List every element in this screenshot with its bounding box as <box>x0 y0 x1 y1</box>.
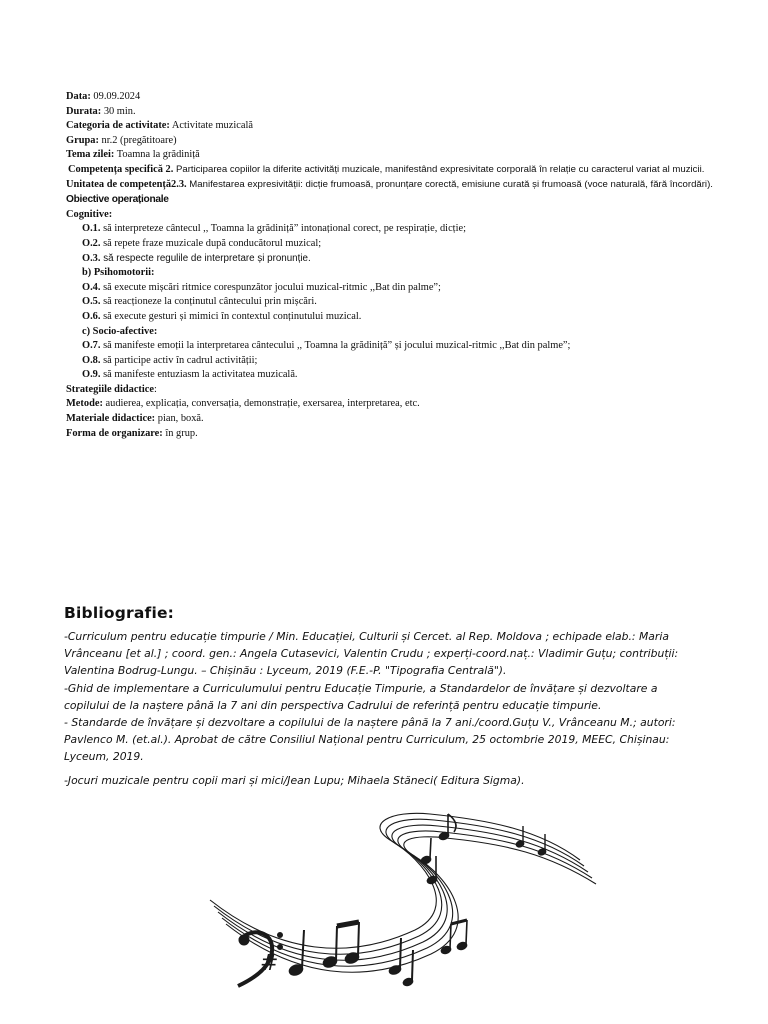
organization-line: Forma de organizare: în grup. <box>66 427 198 439</box>
bibliography-entry: -Ghid de implementare a Curriculumului pentru Educație Timpurie, a Standardelor de învățare și dezvoltare a copilului de la naștere până la 7 ani din perspectiva Cadrului de referință pentru educație timpurie. <box>64 681 658 712</box>
bibliography <box>64 604 704 789</box>
objective-item: O.1. să interpreteze cântecul ,, Toamna la grădiniță” intonațional corect, pe respirație, dicție; <box>82 223 466 235</box>
cognitive-heading: Cognitive: <box>66 208 113 220</box>
topic-line: Tema zilei: Toamna la grădiniță <box>66 149 200 161</box>
duration-line: Durata: 30 min. <box>66 105 136 117</box>
socio-affective-heading: c) Socio-afective: <box>82 325 158 337</box>
bibliography-heading: Bibliografie: <box>64 604 175 622</box>
group-line: Grupa: nr.2 (pregătitoare) <box>66 134 177 146</box>
strategies-heading: Strategiile didactice: <box>66 383 157 395</box>
objective-item: O.2. să repete fraze muzicale după conducătorul muzical; <box>82 237 322 249</box>
materials-line: Materiale didactice: pian, boxă. <box>66 413 204 425</box>
bibliography-entry: -Jocuri muzicale pentru copii mari și mici/Jean Lupu; Mihaela Stăneci( Editura Sigma). <box>64 773 525 787</box>
date-line: Data: 09.09.2024 <box>66 91 141 102</box>
objective-item: O.4. să execute mișcări ritmice corespunzător jocului muzical-ritmic ,,Bat din palme”; <box>82 281 441 293</box>
competence-unit-line: Unitatea de competență2.3. Manifestarea expresivității: dicție frumoasă, pronunțare corectă, emisiune curată și frumoasă (voce naturală, fără încordări). <box>66 178 713 190</box>
objectives-heading: Obiective operaționale <box>66 194 169 206</box>
objective-item: O.5. să reacționeze la conținutul cântecului prin mișcări. <box>82 296 317 308</box>
competence-line: Competența specifică 2. Participarea copiilor la diferite activități muzicale, manifestând expresivitate corporală în relație cu caracterul variat al muzicii. <box>68 163 705 175</box>
music-staff-swirl-icon <box>200 800 710 1012</box>
category-line: Categoria de activitate: Activitate muzicală <box>66 120 253 132</box>
methods-line: Metode: audierea, explicația, conversația, demonstrație, exersarea, interpretarea, etc. <box>66 398 420 410</box>
objective-item: O.3. să respecte regulile de interpretare și pronunție. <box>82 252 311 264</box>
bibliography-entry: - Standarde de învățare și dezvoltare a copilului de la naștere până la 7 ani./coord.Guțu V., Vrânceanu M.; autori: Pavlenco M. (et.al.). Aprobat de către Consiliul Național pentru Curriculum, 25 octombrie 2019, MEEC, Chișinau: Lyceum, 2019. <box>64 716 676 764</box>
psychomotor-heading: b) Psihomotorii: <box>82 267 155 279</box>
objective-item: O.8. să participe activ în cadrul activității; <box>82 354 258 366</box>
objective-item: O.7. să manifeste emoții la interpretarea cântecului ,, Toamna la grădiniță” și jocului muzical-ritmic ,,Bat din palme”; <box>82 340 571 352</box>
objective-item: O.9. să manifeste entuziasm la activitatea muzicală. <box>82 369 298 381</box>
svg-text:#: # <box>260 951 279 976</box>
bibliography-entry: -Curriculum pentru educație timpurie / Min. Educației, Culturii și Cercet. al Rep. Moldova ; echipade elab.: Maria Vrânceanu [et al.] ; coord. gen.: Angela Cutasevici, Valentin Crudu ; experți-coord.naț.: Vladimir Guțu; contribuții: Valentina Bodrug-Lungu. – Chișinău : Lyceum, 2019 (F.E.-P. "Tipografia Centrală"). <box>64 630 679 678</box>
lesson-plan <box>66 90 716 441</box>
objective-item: O.6. să execute gesturi și mimici în contextul conținutului muzical. <box>82 310 362 322</box>
